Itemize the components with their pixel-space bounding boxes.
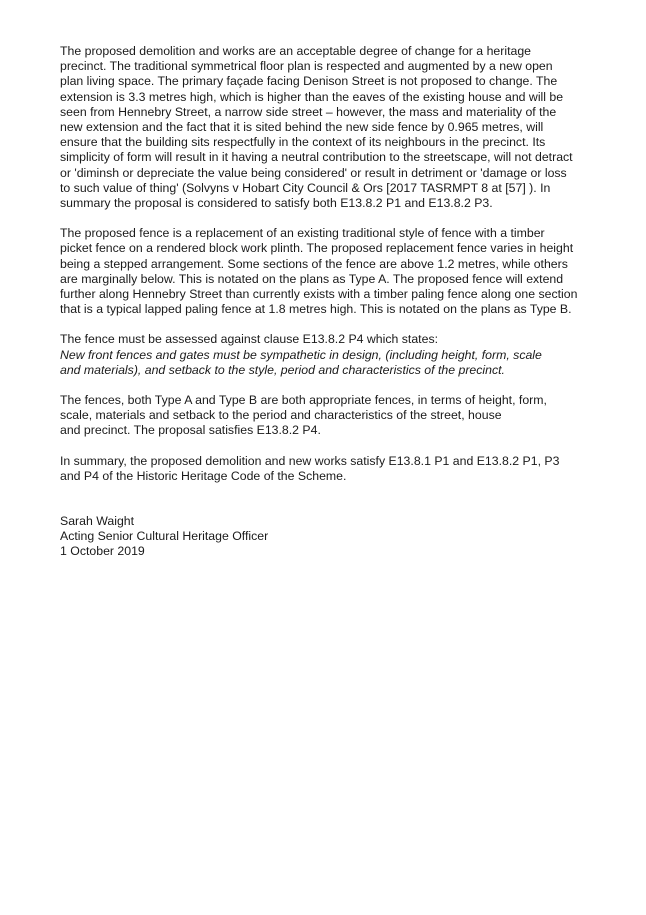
paragraph-summary: In summary, the proposed demolition and new works satisfy E13.8.1 P1 and E13.8.2 P1, P3 and P4 of the Historic Heritage Code of the Scheme. [60,453,560,483]
clause-quote: New front fences and gates must be sympathetic in design, (including height, form, scale and materials), and setback to the style, period and characteristics of the precinct. [60,347,542,377]
signatory-title: Acting Senior Cultural Heritage Officer [60,529,269,544]
paragraph-clause-intro: The fence must be assessed against clause E13.8.2 P4 which states: [60,332,439,347]
paragraph-demolition-assessment: The proposed demolition and works are an acceptable degree of change for a heritage precinct. The traditional symmetrical floor plan is respected and augmented by a new open plan living space. The primary façade facing Denison Street is not proposed to change. The extension is 3.3 metres high, which is higher than the eaves of the existing house and will be seen from Hennebry Street, a narrow side street – however, the mass and materiality of the new extension and the fact that it is sited behind the new side fence by 0.965 metres, will ensure that the building sits respectfully in the context of its neighbours in the precinct. Its simplicity of form will result in it having a neutral contribution to the streetscape, will not detract or 'diminsh or depreciate the value being considered' or result in detriment or 'damage or loss to such value of thing' (Solvyns v Hobart City Council & Ors [2017 TASRMPT 8 at [57] ). In summary the proposal is considered to satisfy both E13.8.2 P1 and E13.8.2 P3. [60,44,573,211]
signature-date: 1 October 2019 [60,544,145,559]
paragraph-fence-description: The proposed fence is a replacement of an existing traditional style of fence with a timber picket fence on a rendered block work plinth. The proposed replacement fence varies in height being a stepped arrangement. Some sections of the fence are above 1.2 metres, while others are marginally below. This is notated on the plans as Type A. The proposed fence will extend further along Hennebry Street than currently exists with a timber paling fence along one section that is a typical lapped paling fence at 1.8 metres high. This is notated on the plans as Type B. [60,226,578,317]
paragraph-fence-assessment: The fences, both Type A and Type B are both appropriate fences, in terms of height, form, scale, materials and setback to the period and characteristics of the street, house and precinct. The proposal satisfies E13.8.2 P4. [60,393,547,438]
signatory-name: Sarah Waight [60,514,135,529]
signature-block [60,514,606,560]
